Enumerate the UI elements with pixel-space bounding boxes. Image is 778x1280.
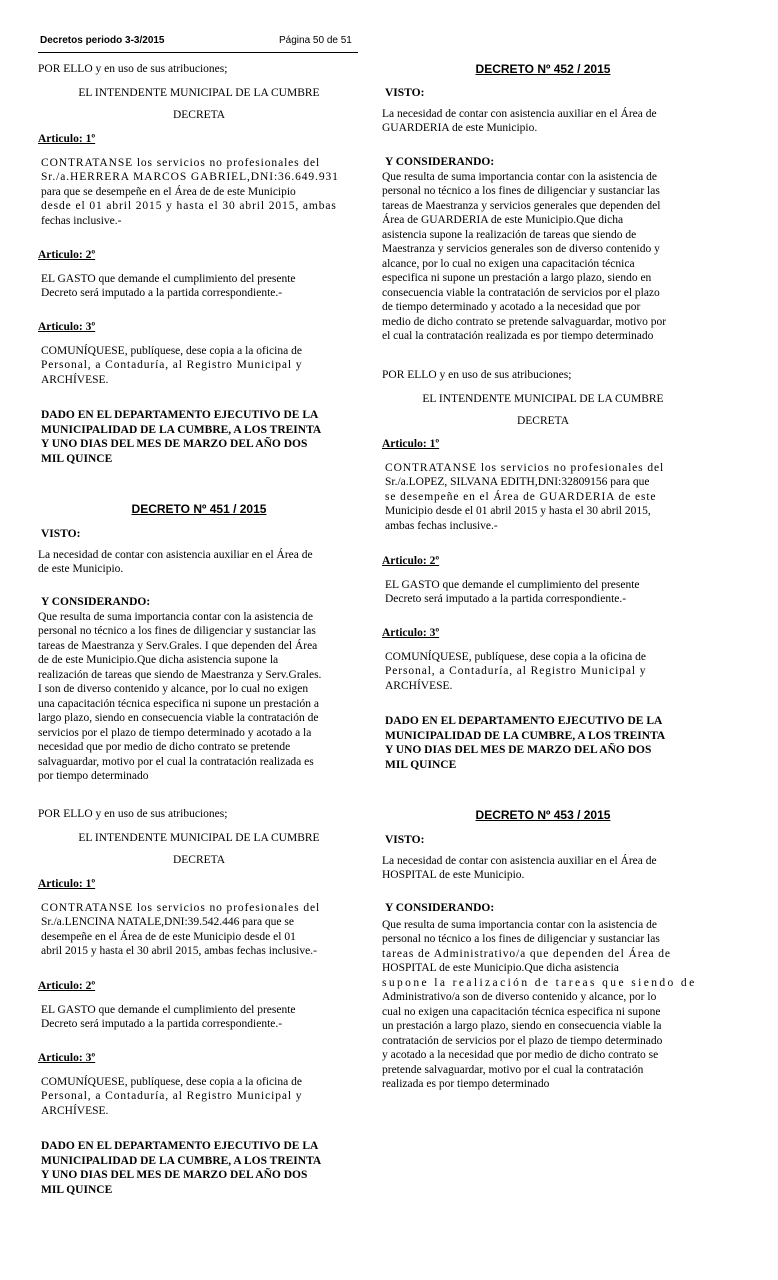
text-line: salvaguardar, motivo por el cual la contratación realizada es — [38, 755, 314, 768]
article-3-label: Articulo: 3º — [38, 321, 96, 333]
text-line: Administrativo/a son de diverso contenido y alcance, por lo — [382, 991, 657, 1003]
text-line: EL GASTO que demande el cumplimiento del presente — [385, 578, 640, 591]
text-line: servicios por el plazo de tiempo determinado y acotado a la — [38, 726, 312, 739]
text-line: MIL QUINCE — [385, 758, 457, 771]
text-line: supone la realización de tareas que siendo de — [382, 976, 697, 989]
considerando-body — [382, 918, 704, 1092]
text-line: fechas inclusive.- — [41, 214, 122, 227]
header-rule — [38, 52, 358, 53]
text-line: pretende salvaguardar, motivo por el cual la contratación — [382, 1063, 644, 1076]
article-3-body — [382, 650, 704, 694]
text-line: una capacitación técnica especifica ni supone un prestación a — [38, 697, 319, 710]
text-line: cual no exigen una capacitación técnica especifica ni supone — [382, 1005, 661, 1018]
decreto-452-title: DECRETO Nº 452 / 2015 — [475, 62, 611, 76]
decreto-451-considerando — [38, 595, 360, 784]
text-line: un prestación a largo plazo, siendo en consecuencia viable la — [382, 1020, 662, 1032]
text-line: Decreto será imputado a la partida correspondiente.- — [385, 593, 627, 605]
text-line: de este Municipio. — [38, 563, 124, 575]
article-1-body — [382, 461, 704, 534]
decreta-line: DECRETA — [172, 854, 226, 866]
text-line: Municipio desde el 01 abril 2015 y hasta el 30 abril 2015, — [385, 505, 651, 517]
decreto-451-article-1 — [38, 877, 360, 959]
text-line: La necesidad de contar con asistencia auxiliar en el Área de — [382, 107, 657, 120]
visto-label: VISTO: — [385, 834, 425, 846]
text-line: desde el 01 abril 2015 y hasta el 30 abril 2015, ambas — [41, 200, 337, 212]
text-line: CONTRATANSE los servicios no profesionales del — [385, 461, 665, 474]
text-line: contratación de servicios por el plazo de tiempo determinado — [382, 1034, 663, 1047]
text-line: ARCHÍVESE. — [41, 1104, 109, 1117]
article-1-label: Articulo: 1º — [38, 878, 96, 890]
visto-body — [38, 548, 360, 577]
text-line: para que se desempeñe en el Área de de este Municipio — [41, 185, 296, 198]
text-line: MIL QUINCE — [41, 1183, 113, 1196]
text-line: Personal, a Contaduría, al Registro Municipal y — [385, 665, 647, 677]
decreto-452-article-1 — [382, 437, 704, 533]
article-3-label: Articulo: 3º — [38, 1052, 96, 1064]
text-line: Decreto será imputado a la partida correspondiente.- — [41, 1018, 283, 1030]
dado-block — [38, 408, 363, 466]
text-line: Y UNO DIAS DEL MES DE MARZO DEL AÑO DOS — [41, 1169, 308, 1181]
text-line: tareas de Administrativo/a que dependen del Área de — [382, 947, 671, 960]
text-line: el cual la contratación realizada es por tiempo determinado — [382, 330, 654, 342]
text-line: de tiempo determinado y acotado a la necesidad que por — [382, 301, 641, 313]
text-line: tareas de Maestranza y Serv.Grales. I que dependen del Área — [38, 639, 318, 652]
text-line: MIL QUINCE — [41, 452, 113, 465]
por-ello-line: POR ELLO y en uso de sus atribuciones; — [38, 808, 228, 820]
text-line: Personal, a Contaduría, al Registro Municipal y — [41, 1090, 303, 1102]
article-3-body — [38, 1075, 360, 1119]
intendente-line: EL INTENDENTE MUNICIPAL DE LA CUMBRE — [78, 86, 320, 99]
text-line: personal no técnico a los fines de diligenciar y sustanciar las — [38, 625, 316, 637]
considerando-label: Y CONSIDERANDO: — [385, 156, 495, 168]
article-1-label: Articulo: 1º — [38, 133, 96, 145]
article-1-body — [38, 156, 360, 229]
text-line: COMUNÍQUESE, publíquese, dese copia a la oficina de — [385, 650, 646, 663]
intendente-line: EL INTENDENTE MUNICIPAL DE LA CUMBRE — [78, 831, 320, 844]
text-line: CONTRATANSE los servicios no profesionales del — [41, 901, 321, 914]
visto-body — [382, 107, 704, 136]
article-2-body — [38, 1003, 360, 1032]
text-line: Decreto será imputado a la partida correspondiente.- — [41, 287, 283, 299]
por-ello-line: POR ELLO y en uso de sus atribuciones; — [382, 369, 572, 381]
intro-section — [38, 62, 360, 123]
text-line: ARCHÍVESE. — [385, 679, 453, 692]
article-2 — [38, 248, 360, 301]
decreto-451-dado-block — [38, 1139, 363, 1197]
text-line: asistencia supone la realización de tareas que siendo de — [382, 228, 637, 241]
text-line: COMUNÍQUESE, publíquese, dese copia a la oficina de — [41, 344, 302, 357]
text-line: EL GASTO que demande el cumplimiento del presente — [41, 1003, 296, 1016]
decreto-452-considerando — [382, 155, 704, 344]
text-line: personal no técnico a los fines de diligenciar y sustanciar las — [382, 185, 660, 197]
text-line: Que resulta de suma importancia contar con la asistencia de — [382, 170, 657, 183]
text-line: Sr./a.HERRERA MARCOS GABRIEL,DNI:36.649.931 — [41, 171, 339, 183]
text-line: COMUNÍQUESE, publíquese, dese copia a la oficina de — [41, 1075, 302, 1088]
text-line: MUNICIPALIDAD DE LA CUMBRE, A LOS TREINTA — [41, 1154, 322, 1167]
text-line: tareas de Maestranza y servicios generales que dependen del — [382, 199, 661, 212]
article-2-label: Articulo: 2º — [38, 980, 96, 992]
text-line: realización de tareas que siendo de Maestranza y Serv.Grales. — [38, 668, 322, 681]
decreta-line: DECRETA — [172, 109, 226, 121]
decreto-452-dado-block — [382, 714, 707, 772]
text-line: MUNICIPALIDAD DE LA CUMBRE, A LOS TREINTA — [385, 729, 666, 742]
text-line: HOSPITAL de este Municipio. — [382, 869, 525, 881]
decreto-452-visto — [382, 86, 704, 136]
text-line: EL GASTO que demande el cumplimiento del presente — [41, 272, 296, 285]
text-line: desempeñe en el Área de de este Municipio desde el 01 — [41, 930, 296, 943]
text-line: DADO EN EL DEPARTAMENTO EJECUTIVO DE LA — [41, 1140, 319, 1152]
text-line: GUARDERIA de este Municipio. — [382, 122, 538, 134]
decreto-452-intro — [382, 368, 704, 429]
article-3-body — [38, 344, 360, 388]
text-line: DADO EN EL DEPARTAMENTO EJECUTIVO DE LA — [41, 409, 319, 421]
text-line: Que resulta de suma importancia contar con la asistencia de — [382, 918, 657, 931]
article-1-body — [38, 901, 360, 959]
text-line: Área de GUARDERIA de este Municipio.Que dicha — [382, 214, 624, 226]
text-line: HOSPITAL de este Municipio.Que dicha asistencia — [382, 962, 619, 974]
decreto-453-visto — [382, 833, 704, 883]
decreto-452-article-3 — [382, 626, 704, 693]
text-line: medio de dicho contrato se pretende salvaguardar, motivo por — [382, 315, 667, 328]
text-line: realizada es por tiempo determinado — [382, 1078, 550, 1090]
text-line: I son de diverso contenido y alcance, por lo cual no exigen — [38, 683, 309, 695]
text-line: La necesidad de contar con asistencia auxiliar en el Área de — [382, 854, 657, 867]
visto-body — [382, 854, 704, 883]
decreto-451-visto — [38, 527, 360, 577]
text-line: personal no técnico a los fines de diligenciar y sustanciar las — [382, 933, 660, 945]
decreto-451-article-3 — [38, 1051, 360, 1118]
text-line: consecuencia viable la contratación de servicios por el plazo — [382, 286, 660, 299]
text-line: abril 2015 y hasta el 30 abril 2015, ambas fechas inclusive.- — [41, 945, 317, 957]
article-1-label: Articulo: 1º — [382, 438, 440, 450]
page-number: Página 50 de 51 — [279, 35, 352, 46]
article-1 — [38, 132, 360, 228]
visto-label: VISTO: — [385, 87, 425, 99]
decreto-451-intro — [38, 807, 360, 868]
text-line: La necesidad de contar con asistencia auxiliar en el Área de — [38, 548, 313, 561]
article-2-label: Articulo: 2º — [382, 555, 440, 567]
decreto-451-title: DECRETO Nº 451 / 2015 — [131, 502, 267, 516]
text-line: Sr./a.LOPEZ, SILVANA EDITH,DNI:32809156 para que — [385, 476, 650, 488]
article-2-body — [382, 578, 704, 607]
considerando-body — [38, 610, 360, 784]
text-line: CONTRATANSE los servicios no profesionales del — [41, 156, 321, 169]
text-line: de de este Municipio.Que dicha asistencia supone la — [38, 654, 279, 666]
considerando-body — [382, 170, 704, 344]
text-line: Y UNO DIAS DEL MES DE MARZO DEL AÑO DOS — [385, 744, 652, 756]
considerando-label: Y CONSIDERANDO: — [41, 596, 151, 608]
text-line: Personal, a Contaduría, al Registro Municipal y — [41, 359, 303, 371]
decreto-453-title: DECRETO Nº 453 / 2015 — [475, 808, 611, 822]
text-line: alcance, por lo cual no exigen una capacitación técnica — [382, 257, 635, 270]
article-2-body — [38, 272, 360, 301]
text-line: y acotado a la necesidad que por medio de dicho contrato se — [382, 1049, 659, 1061]
por-ello-line: POR ELLO y en uso de sus atribuciones; — [38, 63, 228, 75]
text-line: Y UNO DIAS DEL MES DE MARZO DEL AÑO DOS — [41, 438, 308, 450]
visto-label: VISTO: — [41, 528, 81, 540]
article-3-label: Articulo: 3º — [382, 627, 440, 639]
text-line: se desempeñe en el Área de GUARDERIA de este — [385, 490, 657, 503]
text-line: MUNICIPALIDAD DE LA CUMBRE, A LOS TREINTA — [41, 423, 322, 436]
article-3 — [38, 320, 360, 387]
text-line: Sr./a.LENCINA NATALE,DNI:39.542.446 para que se — [41, 916, 294, 928]
decreta-line: DECRETA — [516, 415, 570, 427]
decreto-452-article-2 — [382, 554, 704, 607]
intendente-line: EL INTENDENTE MUNICIPAL DE LA CUMBRE — [422, 392, 664, 405]
text-line: ambas fechas inclusive.- — [385, 519, 498, 532]
text-line: largo plazo, siendo en consecuencia viable la contratación de — [38, 712, 319, 724]
decreto-453-considerando — [382, 901, 704, 1092]
text-line: necesidad que por medio de dicho contrato se pretende — [38, 741, 291, 753]
header-title: Decretos periodo 3-3/2015 — [40, 35, 165, 46]
text-line: Que resulta de suma importancia contar con la asistencia de — [38, 610, 313, 623]
text-line: ARCHÍVESE. — [41, 373, 109, 386]
text-line: por tiempo determinado — [38, 770, 149, 782]
decreto-451-article-2 — [38, 979, 360, 1032]
text-line: especifica ni supone un prestación a largo plazo, siendo en — [382, 272, 652, 284]
text-line: Maestranza y servicios generales son de diverso contenido y — [382, 243, 660, 255]
article-2-label: Articulo: 2º — [38, 249, 96, 261]
considerando-label: Y CONSIDERANDO: — [385, 902, 495, 914]
text-line: DADO EN EL DEPARTAMENTO EJECUTIVO DE LA — [385, 715, 663, 727]
